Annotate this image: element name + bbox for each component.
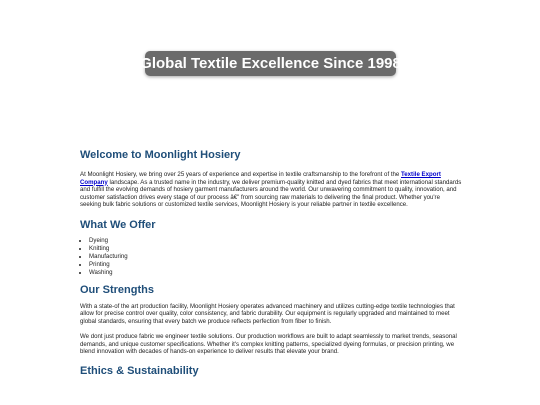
welcome-text-end: landscape. As a trusted name in the industry, we deliver premium-quality knitted and dyed fabrics that meet international standards and fulfill the evolving demands of hosiery garment manufacturers around the world. Our unwavering commitment to quality, innovation, and customer satisfaction drives every stage of our process â€" from sourcing raw materials to delivering the final product. Whether you're seeking bulk fabric solutions or customized textile services, Moonlight Hosiery is your reliable partner in textile excellence. bbox=[80, 178, 462, 208]
ethics-section bbox=[80, 365, 462, 377]
offer-item-dyeing: • Dyeing bbox=[89, 237, 462, 245]
welcome-section bbox=[80, 149, 462, 209]
strengths-heading: Our Strengths bbox=[80, 283, 154, 296]
welcome-paragraph bbox=[80, 171, 462, 209]
hero-section bbox=[0, 0, 540, 140]
textile-export-company-link[interactable]: Textile Export Company bbox=[80, 171, 441, 186]
offer-heading: What We Offer bbox=[80, 218, 156, 231]
main-content bbox=[80, 149, 462, 377]
offer-item-printing: • Printing bbox=[89, 261, 462, 269]
hero-banner: Global Textile Excellence Since 1998 bbox=[145, 51, 396, 76]
ethics-heading: Ethics & Sustainability bbox=[80, 364, 199, 377]
strengths-section bbox=[80, 284, 462, 356]
strengths-paragraph-2: We dont just produce fabric we engineer textile solutions. Our production workflows are built to adapt seamlessly to market trends, seasonal demands, and unique customer specifications. Whether it's complex knitting patterns, specialized dyeing formulas, or precision printing, we blend innovation with decades of hands-on experience to deliver results that elevate your brand. bbox=[80, 333, 457, 355]
welcome-heading: Welcome to Moonlight Hosiery bbox=[80, 149, 241, 161]
offer-section bbox=[80, 219, 462, 277]
offer-item-knitting: • Knitting bbox=[89, 245, 462, 253]
offer-item-washing: • Washing bbox=[89, 269, 462, 277]
offer-list bbox=[80, 237, 462, 277]
offer-item-manufacturing: • Manufacturing bbox=[89, 253, 462, 261]
welcome-text-start: At Moonlight Hosiery, we bring over 25 years of experience and expertise in textile craftsmanship to the forefront of the bbox=[80, 171, 401, 178]
strengths-paragraph-1: With a state-of the art production facility, Moonlight Hosiery operates advanced machinery and utilizes cutting-edge textile technologies that allow for precise control over quality, color consistency, and fabric durability. Our equipment is regularly upgraded and maintained to meet global standards, ensuring that every batch we produce reflects perfection from fiber to finish. bbox=[80, 302, 455, 325]
